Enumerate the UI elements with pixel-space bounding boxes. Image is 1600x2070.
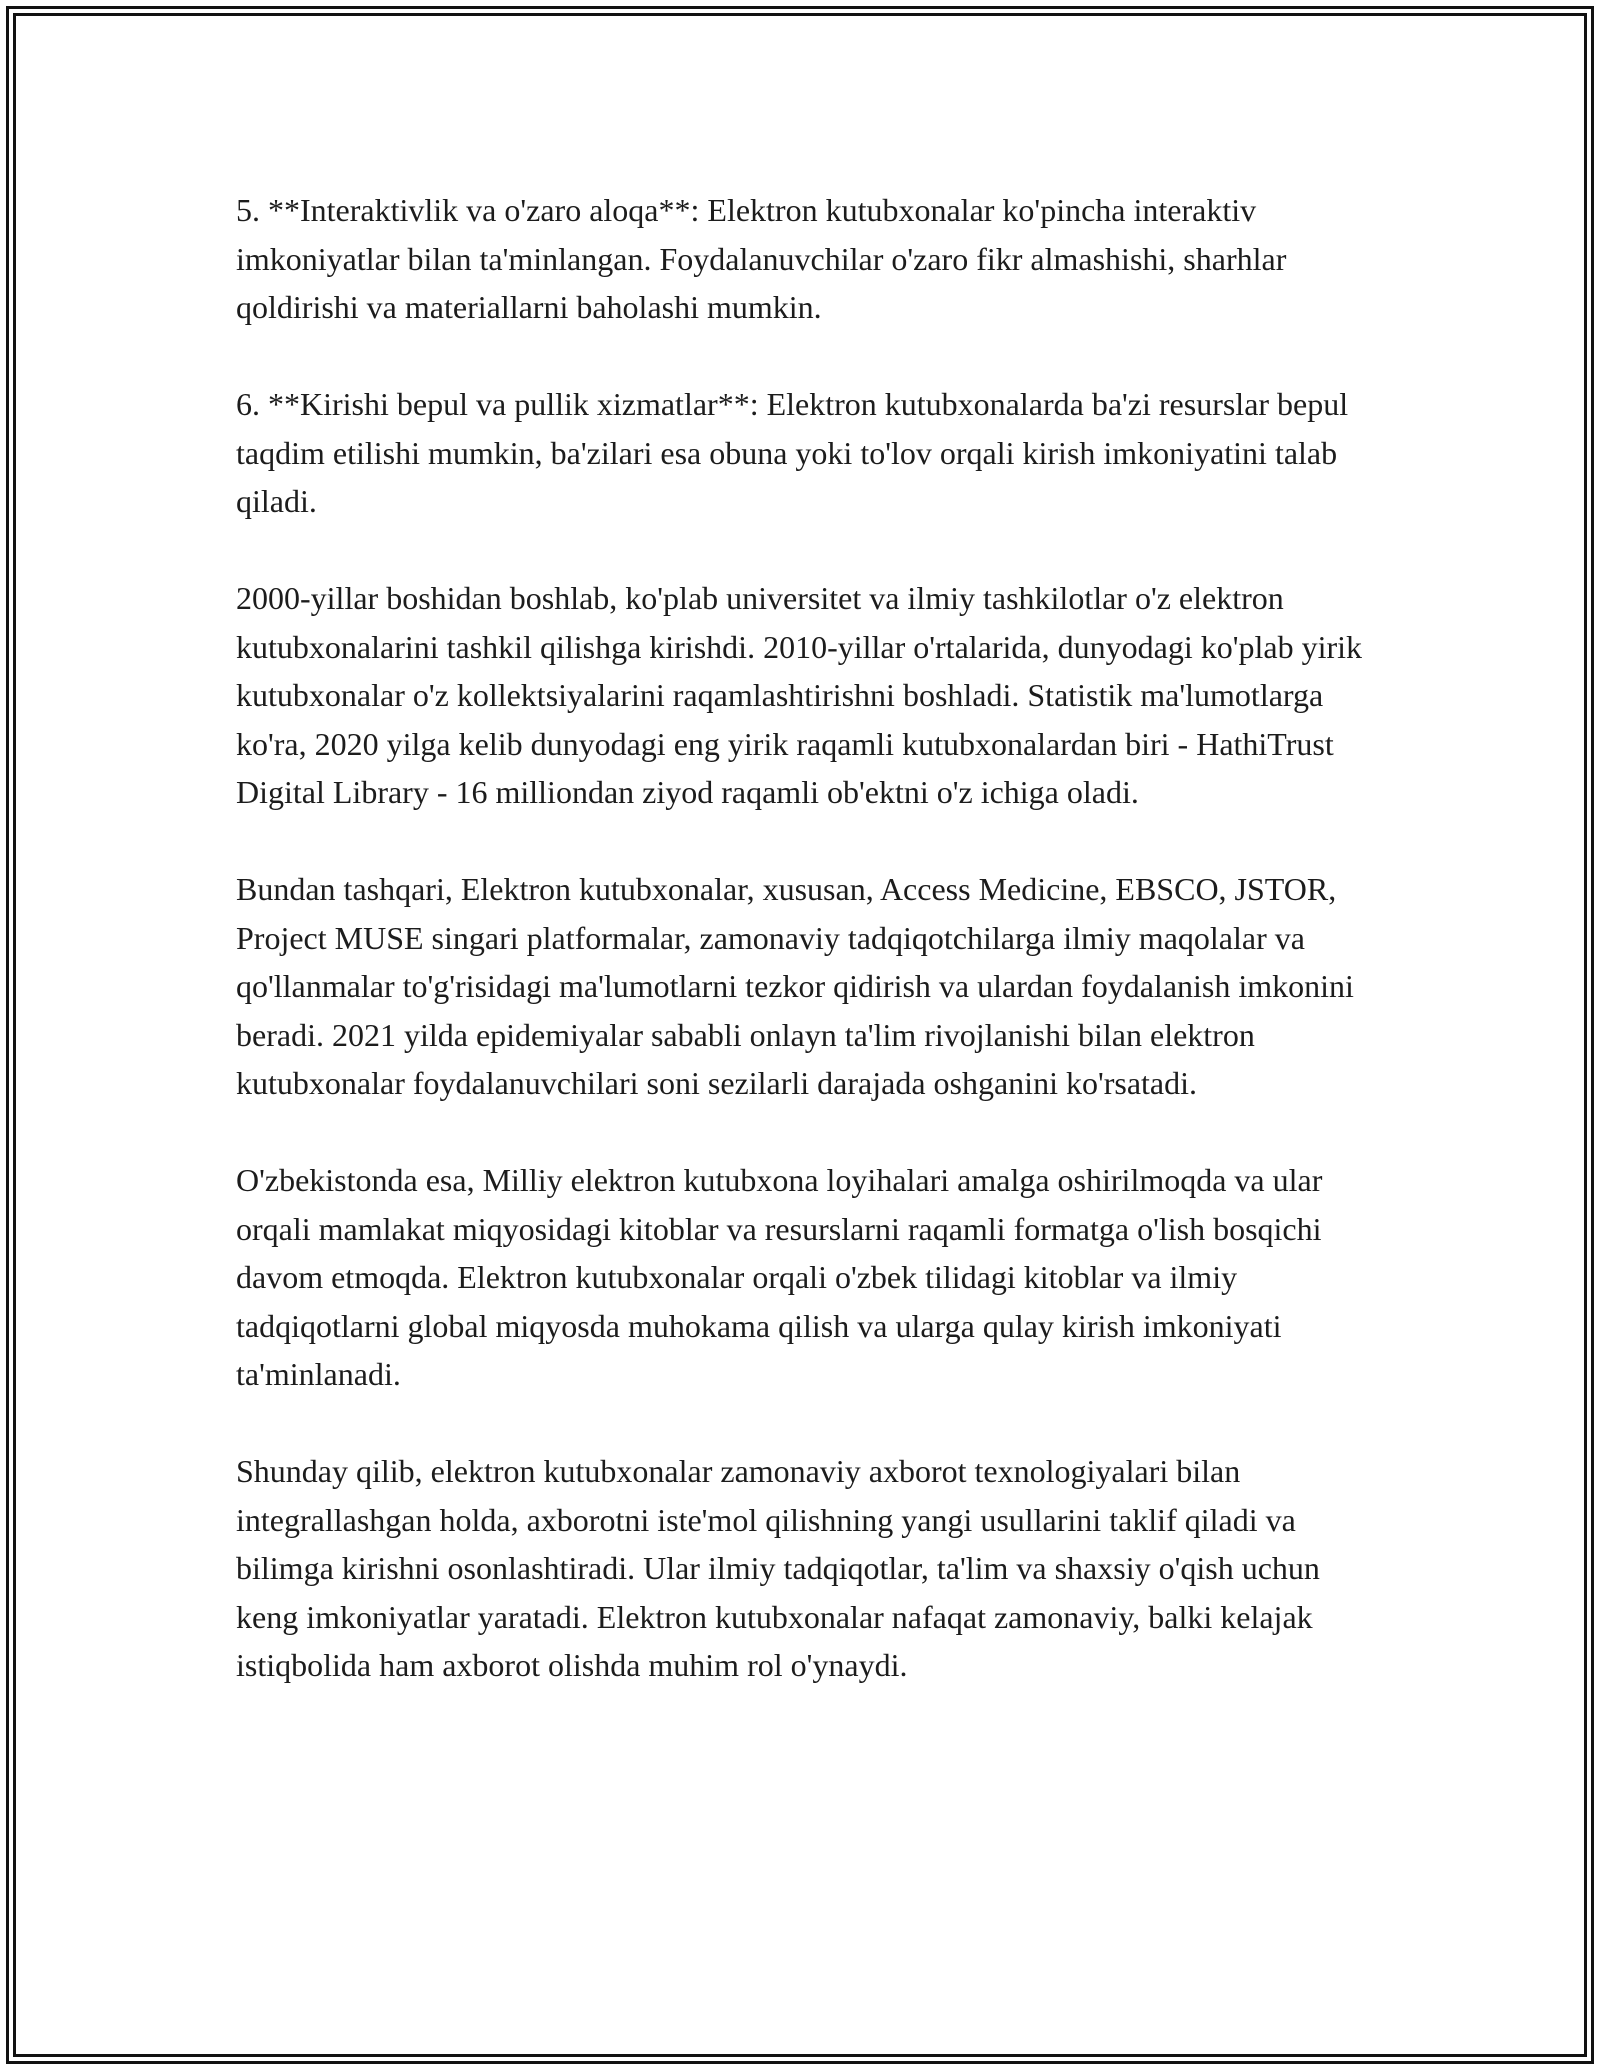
paragraph-free-and-paid-services: 6. **Kirishi bepul va pullik xizmatlar**: Elektron kutubxonalarda ba'zi resurslar bepul taqdim etilishi mumkin, ba'zilari esa obuna yoki to'lov orqali kirish imkoniyatini talab qiladi. (236, 386, 1349, 519)
paragraph-interactivity: 5. **Interaktivlik va o'zaro aloqa**: Elektron kutubxonalar ko'pincha interaktiv imkoniyatlar bilan ta'minlangan. Foydalanuvchilar o'zaro fikr almashishi, sharhlar qoldirishi va materiallarni baholashi mumkin. (236, 192, 1287, 325)
paragraph-uzbekistan: O'zbekistonda esa, Milliy elektron kutubxona loyihalari amalga oshirilmoqda va ular orqali mamlakat miqyosidagi kitoblar va resurslarni raqamli formatga o'lish bosqichi davom etmoqda. Elektron kutubxonalar orqali o'zbek tilidagi kitoblar va ilmiy tadqiqotlarni global miqyosda muhokama qilish va ularga qulay kirish imkoniyati ta'minlanadi. (236, 1162, 1323, 1392)
paragraph-platforms: Bundan tashqari, Elektron kutubxonalar, xususan, Access Medicine, EBSCO, JSTOR, Project MUSE singari platformalar, zamonaviy tadqiqotchilarga ilmiy maqolalar va qo'llanmalar to'g'risidagi ma'lumotlarni tezkor qidirish va ulardan foydalanish imkonini beradi. 2021 yilda epidemiyalar sababli onlayn ta'lim rivojlanishi bilan elektron kutubxonalar foydalanuvchilari soni sezilarli darajada oshganini ko'rsatadi. (236, 871, 1354, 1101)
paragraph-conclusion: Shunday qilib, elektron kutubxonalar zamonaviy axborot texnologiyalari bilan integrallashgan holda, axborotni iste'mol qilishning yangi usullarini taklif qiladi va bilimga kirishni osonlashtiradi. Ular ilmiy tadqiqotlar, ta'lim va shaxsiy o'qish uchun keng imkoniyatlar yaratadi. Elektron kutubxonalar nafaqat zamonaviy, balki kelajak istiqbolida ham axborot olishda muhim rol o'ynaydi. (236, 1453, 1320, 1683)
document-body (236, 186, 1376, 1690)
paragraph-history-2000s: 2000-yillar boshidan boshlab, ko'plab universitet va ilmiy tashkilotlar o'z elektron kutubxonalarini tashkil qilishga kirishdi. 2010-yillar o'rtalarida, dunyodagi ko'plab yirik kutubxonalar o'z kollektsiyalarini raqamlashtirishni boshladi. Statistik ma'lumotlarga ko'ra, 2020 yilga kelib dunyodagi eng yirik raqamli kutubxonalardan biri - HathiTrust Digital Library - 16 milliondan ziyod raqamli ob'ektni o'z ichiga oladi. (236, 580, 1362, 810)
